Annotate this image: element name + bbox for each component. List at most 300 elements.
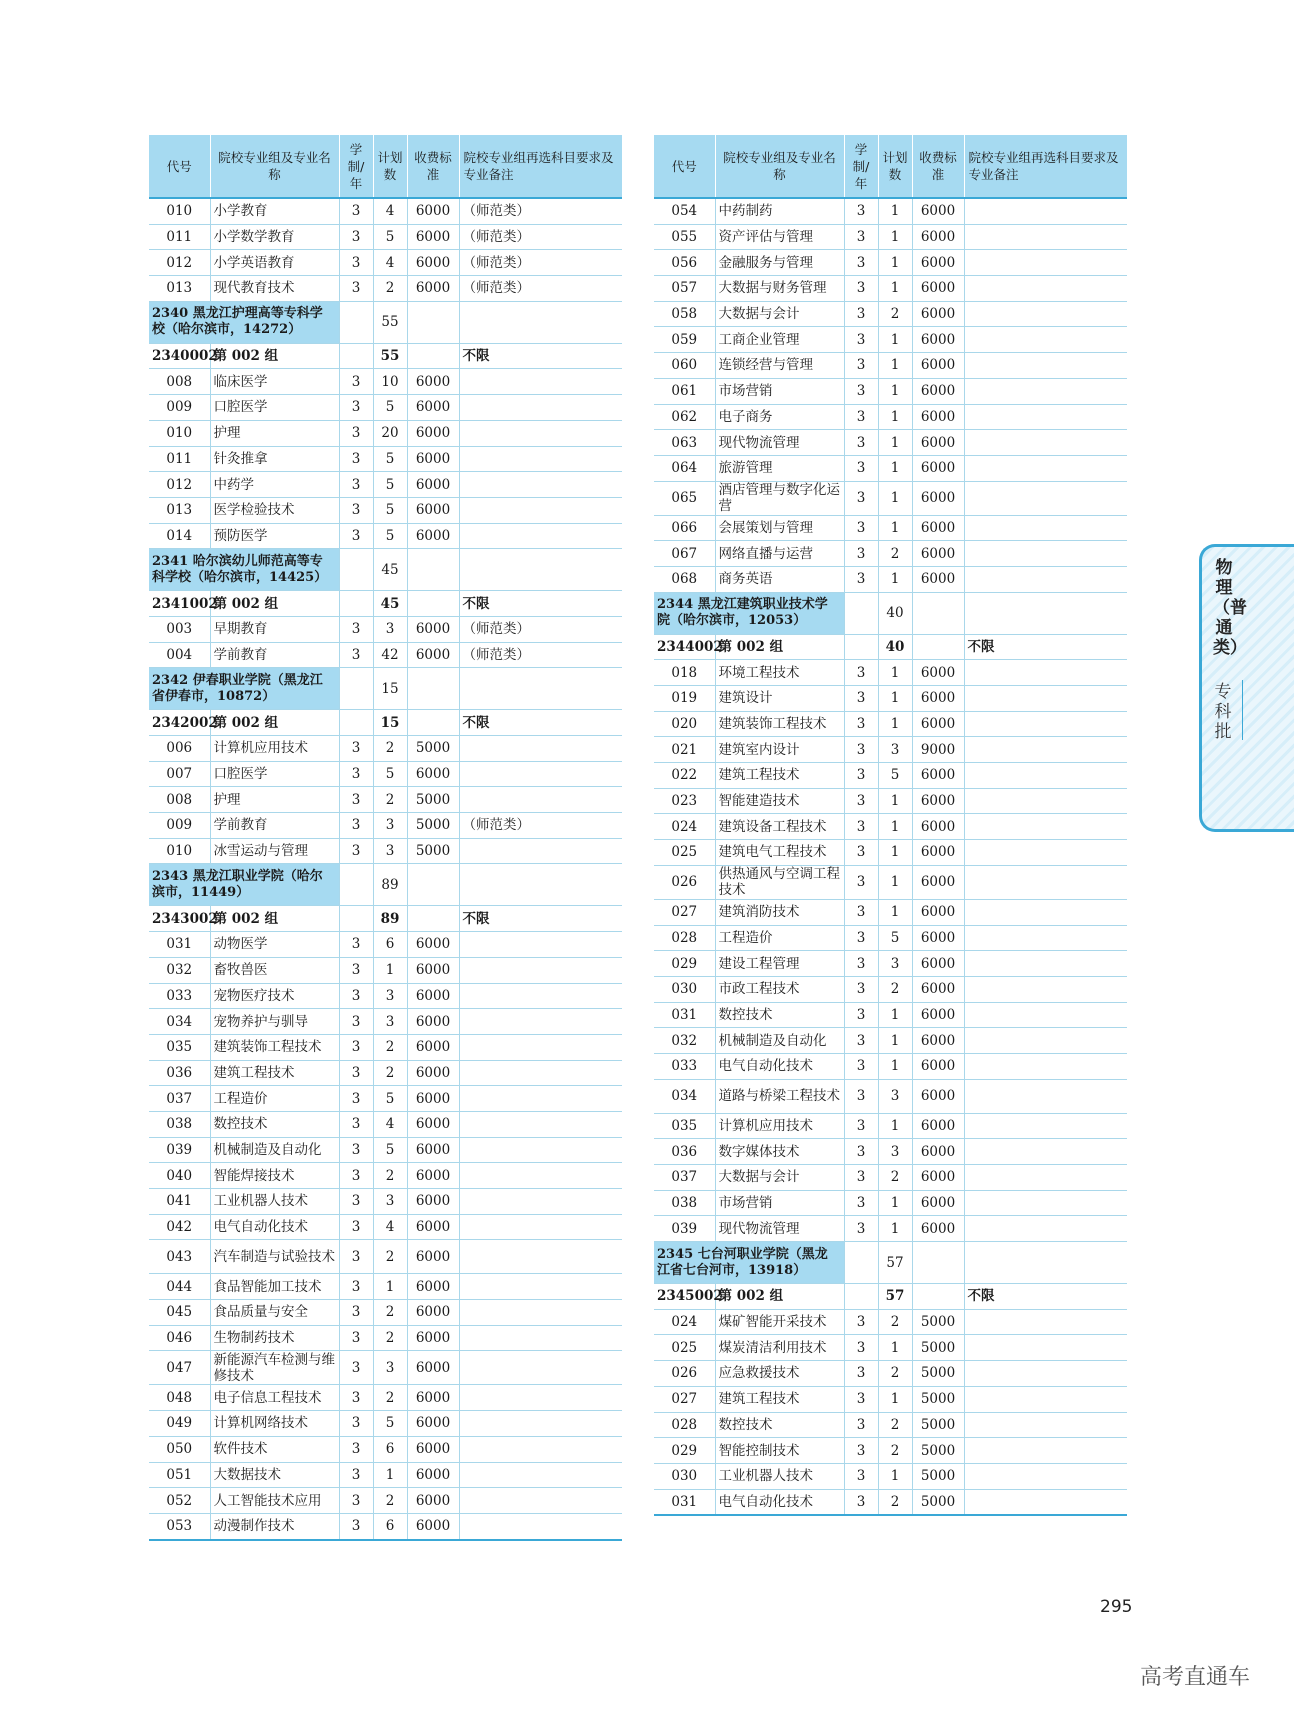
plan-cell: 2: [878, 1165, 912, 1191]
plan-cell: 5: [373, 761, 407, 787]
plan-cell: 1: [878, 250, 912, 276]
note-cell: [964, 1002, 1127, 1028]
school-row: [654, 1242, 1127, 1284]
code-cell: 012: [149, 472, 210, 498]
fee-cell: 6000: [912, 686, 964, 712]
years-cell: 3: [844, 976, 878, 1002]
code-cell: 008: [149, 787, 210, 813]
name-cell: 连锁经营与管理: [715, 353, 844, 379]
name-cell: 护理: [210, 420, 339, 446]
code-cell: 013: [149, 276, 210, 302]
name-cell: 煤炭清洁利用技术: [715, 1335, 844, 1361]
school-plan: 15: [373, 668, 407, 710]
major-row: [149, 1009, 622, 1035]
fee-cell: 6000: [407, 420, 459, 446]
plan-cell: 1: [878, 1463, 912, 1489]
fee-cell: 6000: [912, 865, 964, 899]
name-cell: 机械制造及自动化: [210, 1137, 339, 1163]
fee-cell: 6000: [407, 1086, 459, 1112]
major-row: [149, 1274, 622, 1300]
major-row: [149, 497, 622, 523]
plan-cell: 1: [878, 198, 912, 224]
code-cell: 065: [654, 481, 715, 515]
note-cell: [459, 983, 622, 1009]
major-row: [149, 761, 622, 787]
note-cell: [964, 660, 1127, 686]
note-cell: [459, 1060, 622, 1086]
fee-cell: 6000: [407, 1214, 459, 1240]
years-cell: 3: [844, 1361, 878, 1387]
group-row: [149, 591, 622, 617]
years-cell: 3: [844, 1309, 878, 1335]
code-cell: 036: [149, 1060, 210, 1086]
plan-cell: 1: [878, 1335, 912, 1361]
fee-cell: 6000: [407, 446, 459, 472]
note-cell: [964, 1053, 1127, 1079]
name-cell: 旅游管理: [715, 455, 844, 481]
fee-cell: 6000: [912, 515, 964, 541]
school-note-cell: [459, 668, 622, 710]
name-cell: 资产评估与管理: [715, 224, 844, 250]
plan-cell: 6: [373, 932, 407, 958]
school-plan: 45: [373, 549, 407, 591]
note-cell: [459, 369, 622, 395]
note-cell: 不限: [459, 710, 622, 736]
fee-cell: 6000: [407, 1411, 459, 1437]
code-cell: 054: [654, 198, 715, 224]
plan-cell: 2: [878, 1438, 912, 1464]
note-cell: 不限: [459, 591, 622, 617]
major-row: [149, 736, 622, 762]
note-cell: （师范类）: [459, 276, 622, 302]
plan-cell: 1: [878, 515, 912, 541]
header-plan: 计划数: [373, 135, 407, 198]
years-cell: [339, 591, 373, 617]
school-row: [654, 592, 1127, 634]
admission-table-right: [654, 135, 1127, 1516]
note-cell: [459, 1385, 622, 1411]
name-cell: 口腔医学: [210, 761, 339, 787]
years-cell: 3: [844, 686, 878, 712]
years-cell: 3: [339, 1488, 373, 1514]
major-row: [149, 1411, 622, 1437]
fee-cell: 6000: [407, 1189, 459, 1215]
major-row: [654, 301, 1127, 327]
note-cell: [459, 787, 622, 813]
group-row: [654, 1284, 1127, 1310]
fee-cell: 6000: [912, 541, 964, 567]
side-tab-title: 物理（普通类）: [1213, 558, 1247, 658]
fee-cell: 6000: [912, 951, 964, 977]
major-row: [654, 763, 1127, 789]
years-cell: 3: [844, 788, 878, 814]
years-cell: 3: [339, 957, 373, 983]
plan-cell: 1: [878, 404, 912, 430]
note-cell: [964, 1463, 1127, 1489]
name-cell: 智能建造技术: [715, 788, 844, 814]
code-cell: 056: [654, 250, 715, 276]
plan-cell: 42: [373, 642, 407, 668]
code-cell: 036: [654, 1139, 715, 1165]
years-cell: 3: [844, 250, 878, 276]
note-cell: [459, 472, 622, 498]
fee-cell: 6000: [407, 1034, 459, 1060]
years-cell: 3: [339, 420, 373, 446]
plan-cell: 1: [878, 788, 912, 814]
major-row: [149, 395, 622, 421]
years-cell: [339, 906, 373, 932]
code-cell: 028: [654, 1412, 715, 1438]
plan-cell: 5: [373, 472, 407, 498]
note-cell: 不限: [459, 906, 622, 932]
plan-cell: 1: [878, 1386, 912, 1412]
school-note-cell: [964, 592, 1127, 634]
major-row: [149, 616, 622, 642]
plan-cell: 2: [373, 1325, 407, 1351]
name-cell: 大数据与财务管理: [715, 276, 844, 302]
fee-cell: 6000: [912, 1002, 964, 1028]
major-row: [149, 1325, 622, 1351]
years-cell: 3: [844, 660, 878, 686]
years-cell: 3: [339, 736, 373, 762]
name-cell: 动漫制作技术: [210, 1513, 339, 1539]
school-note-cell: [459, 549, 622, 591]
fee-cell: 6000: [407, 1325, 459, 1351]
fee-cell: 6000: [912, 250, 964, 276]
note-cell: [459, 1274, 622, 1300]
note-cell: [964, 566, 1127, 592]
note-cell: [964, 515, 1127, 541]
major-row: [654, 925, 1127, 951]
name-cell: 计算机应用技术: [715, 1113, 844, 1139]
plan-cell: 1: [878, 327, 912, 353]
note-cell: [459, 420, 622, 446]
plan-cell: 2: [373, 1060, 407, 1086]
name-cell: 小学数学教育: [210, 224, 339, 250]
code-cell: 2342002: [149, 710, 210, 736]
name-cell: 计算机网络技术: [210, 1411, 339, 1437]
note-cell: 不限: [459, 343, 622, 369]
years-cell: 3: [339, 1034, 373, 1060]
major-row: [654, 276, 1127, 302]
major-row: [654, 711, 1127, 737]
major-row: [654, 737, 1127, 763]
school-plan: 89: [373, 864, 407, 906]
school-name: 2341 哈尔滨幼儿师范高等专科学校（哈尔滨市，14425）: [149, 549, 339, 591]
code-cell: 050: [149, 1436, 210, 1462]
major-row: [654, 660, 1127, 686]
code-cell: 049: [149, 1411, 210, 1437]
name-cell: 应急救援技术: [715, 1361, 844, 1387]
major-row: [654, 814, 1127, 840]
code-cell: 009: [149, 395, 210, 421]
name-cell: 口腔医学: [210, 395, 339, 421]
school-plan: 40: [878, 592, 912, 634]
name-cell: 大数据与会计: [715, 1165, 844, 1191]
name-cell: 会展策划与管理: [715, 515, 844, 541]
fee-cell: 6000: [407, 932, 459, 958]
school-note-cell: [459, 301, 622, 343]
name-cell: 学前教育: [210, 642, 339, 668]
fee-cell: 5000: [407, 736, 459, 762]
major-row: [149, 198, 622, 224]
major-row: [654, 566, 1127, 592]
fee-cell: 6000: [912, 224, 964, 250]
fee-cell: 6000: [407, 1488, 459, 1514]
code-cell: 038: [654, 1190, 715, 1216]
fee-cell: 6000: [407, 957, 459, 983]
name-cell: 电气自动化技术: [715, 1489, 844, 1515]
major-row: [654, 1216, 1127, 1242]
note-cell: [459, 761, 622, 787]
years-cell: 3: [339, 472, 373, 498]
plan-cell: 1: [878, 378, 912, 404]
code-cell: 061: [654, 378, 715, 404]
name-cell: 动物医学: [210, 932, 339, 958]
fee-cell: 6000: [912, 899, 964, 925]
major-row: [654, 198, 1127, 224]
major-row: [654, 1386, 1127, 1412]
major-row: [149, 1436, 622, 1462]
school-name: 2342 伊春职业学院（黑龙江省伊春市，10872）: [149, 668, 339, 710]
major-row: [149, 1086, 622, 1112]
plan-cell: 6: [373, 1513, 407, 1539]
name-cell: 宠物养护与驯导: [210, 1009, 339, 1035]
plan-cell: 1: [878, 1028, 912, 1054]
code-cell: 009: [149, 813, 210, 839]
name-cell: 医学检验技术: [210, 497, 339, 523]
code-cell: 026: [654, 865, 715, 899]
code-cell: 055: [654, 224, 715, 250]
code-cell: 053: [149, 1513, 210, 1539]
name-cell: 商务英语: [715, 566, 844, 592]
fee-cell: 6000: [407, 616, 459, 642]
plan-cell: 6: [373, 1436, 407, 1462]
note-cell: [964, 1438, 1127, 1464]
fee-cell: 6000: [407, 1436, 459, 1462]
note-cell: [459, 395, 622, 421]
code-cell: 031: [654, 1002, 715, 1028]
fee-cell: 6000: [407, 276, 459, 302]
major-row: [654, 899, 1127, 925]
header-years: 学制/年: [844, 135, 878, 198]
years-cell: 3: [339, 523, 373, 549]
name-cell: 网络直播与运营: [715, 541, 844, 567]
fee-cell: 6000: [407, 1300, 459, 1326]
plan-cell: 2: [373, 1163, 407, 1189]
note-cell: [964, 353, 1127, 379]
years-cell: 3: [844, 1028, 878, 1054]
plan-cell: 1: [878, 899, 912, 925]
fee-cell: 6000: [407, 761, 459, 787]
plan-cell: 5: [878, 763, 912, 789]
major-row: [654, 788, 1127, 814]
years-cell: 3: [339, 1163, 373, 1189]
years-cell: 3: [844, 814, 878, 840]
name-cell: 汽车制造与试验技术: [210, 1240, 339, 1274]
note-cell: [964, 276, 1127, 302]
plan-cell: 20: [373, 420, 407, 446]
plan-cell: 4: [373, 198, 407, 224]
years-cell: 3: [339, 1462, 373, 1488]
major-row: [149, 1462, 622, 1488]
note-cell: [459, 497, 622, 523]
years-cell: 3: [844, 515, 878, 541]
plan-cell: 5: [373, 395, 407, 421]
code-cell: 006: [149, 736, 210, 762]
name-cell: 现代教育技术: [210, 276, 339, 302]
note-cell: [459, 932, 622, 958]
fee-cell: 6000: [407, 250, 459, 276]
code-cell: 037: [654, 1165, 715, 1191]
name-cell: 现代物流管理: [715, 1216, 844, 1242]
fee-cell: 5000: [912, 1335, 964, 1361]
plan-cell: 4: [373, 250, 407, 276]
name-cell: 计算机应用技术: [210, 736, 339, 762]
code-cell: 024: [654, 814, 715, 840]
plan-cell: 2: [878, 976, 912, 1002]
name-cell: 市政工程技术: [715, 976, 844, 1002]
code-cell: 013: [149, 497, 210, 523]
name-cell: 建筑设备工程技术: [715, 814, 844, 840]
fee-cell: 6000: [912, 925, 964, 951]
name-cell: 建筑装饰工程技术: [715, 711, 844, 737]
note-cell: [964, 925, 1127, 951]
note-cell: [964, 224, 1127, 250]
plan-cell: 3: [373, 1189, 407, 1215]
header-note: 院校专业组再选科目要求及专业备注: [459, 135, 622, 198]
note-cell: [459, 1009, 622, 1035]
note-cell: [459, 736, 622, 762]
years-cell: 3: [339, 616, 373, 642]
major-row: [149, 1385, 622, 1411]
school-fee-cell: [912, 1242, 964, 1284]
name-cell: 食品智能加工技术: [210, 1274, 339, 1300]
major-row: [654, 455, 1127, 481]
major-row: [149, 1137, 622, 1163]
note-cell: [964, 840, 1127, 866]
major-row: [149, 787, 622, 813]
name-cell: 建筑装饰工程技术: [210, 1034, 339, 1060]
code-cell: 045: [149, 1300, 210, 1326]
years-cell: 3: [339, 395, 373, 421]
plan-cell: 1: [878, 224, 912, 250]
fee-cell: [407, 710, 459, 736]
years-cell: 3: [339, 276, 373, 302]
note-cell: [964, 788, 1127, 814]
fee-cell: 6000: [407, 1163, 459, 1189]
group-row: [654, 634, 1127, 660]
name-cell: 建筑工程技术: [210, 1060, 339, 1086]
code-cell: 018: [654, 660, 715, 686]
note-cell: [459, 1086, 622, 1112]
major-row: [654, 865, 1127, 899]
years-cell: 3: [844, 1139, 878, 1165]
plan-cell: 1: [373, 1462, 407, 1488]
code-cell: 062: [654, 404, 715, 430]
side-tab-subtitle: 专科批: [1214, 682, 1232, 742]
years-cell: 3: [339, 1300, 373, 1326]
major-row: [149, 369, 622, 395]
name-cell: 工业机器人技术: [210, 1189, 339, 1215]
note-cell: [964, 686, 1127, 712]
plan-cell: 40: [878, 634, 912, 660]
major-row: [654, 481, 1127, 515]
name-cell: 现代物流管理: [715, 430, 844, 456]
code-cell: 035: [654, 1113, 715, 1139]
code-cell: 051: [149, 1462, 210, 1488]
major-row: [149, 1351, 622, 1385]
years-cell: 3: [339, 1189, 373, 1215]
fee-cell: 6000: [407, 369, 459, 395]
years-cell: 3: [844, 301, 878, 327]
name-cell: 供热通风与空调工程技术: [715, 865, 844, 899]
name-cell: 建筑工程技术: [715, 763, 844, 789]
years-cell: 3: [844, 1412, 878, 1438]
note-cell: [964, 1309, 1127, 1335]
years-cell: 3: [844, 1335, 878, 1361]
years-cell: 3: [339, 1111, 373, 1137]
years-cell: 3: [844, 404, 878, 430]
years-cell: 3: [844, 951, 878, 977]
code-cell: 040: [149, 1163, 210, 1189]
name-cell: 第 002 组: [210, 710, 339, 736]
table-header: [654, 135, 1127, 198]
note-cell: [964, 711, 1127, 737]
code-cell: 044: [149, 1274, 210, 1300]
header-code: 代号: [149, 135, 210, 198]
code-cell: 012: [149, 250, 210, 276]
header-note: 院校专业组再选科目要求及专业备注: [964, 135, 1127, 198]
major-row: [654, 1438, 1127, 1464]
fee-cell: 6000: [912, 276, 964, 302]
major-row: [149, 983, 622, 1009]
major-row: [654, 1028, 1127, 1054]
fee-cell: 6000: [407, 642, 459, 668]
years-cell: 3: [339, 1214, 373, 1240]
major-row: [654, 1079, 1127, 1113]
note-cell: [459, 1411, 622, 1437]
fee-cell: 6000: [912, 1053, 964, 1079]
years-cell: 3: [339, 1411, 373, 1437]
name-cell: 宠物医疗技术: [210, 983, 339, 1009]
school-row: [149, 549, 622, 591]
note-cell: [964, 1335, 1127, 1361]
code-cell: 039: [149, 1137, 210, 1163]
name-cell: 预防医学: [210, 523, 339, 549]
years-cell: 3: [339, 813, 373, 839]
major-row: [149, 276, 622, 302]
years-cell: 3: [339, 983, 373, 1009]
fee-cell: [912, 1284, 964, 1310]
plan-cell: 1: [878, 711, 912, 737]
note-cell: [459, 1300, 622, 1326]
fee-cell: 6000: [407, 1274, 459, 1300]
major-row: [654, 250, 1127, 276]
school-row: [149, 301, 622, 343]
name-cell: 大数据与会计: [715, 301, 844, 327]
name-cell: 市场营销: [715, 378, 844, 404]
years-cell: 3: [339, 369, 373, 395]
fee-cell: 6000: [407, 1513, 459, 1539]
years-cell: 3: [339, 1086, 373, 1112]
fee-cell: 6000: [407, 1111, 459, 1137]
plan-cell: 10: [373, 369, 407, 395]
plan-cell: 1: [878, 1113, 912, 1139]
code-cell: 039: [654, 1216, 715, 1242]
name-cell: 电气自动化技术: [715, 1053, 844, 1079]
note-cell: [459, 1163, 622, 1189]
